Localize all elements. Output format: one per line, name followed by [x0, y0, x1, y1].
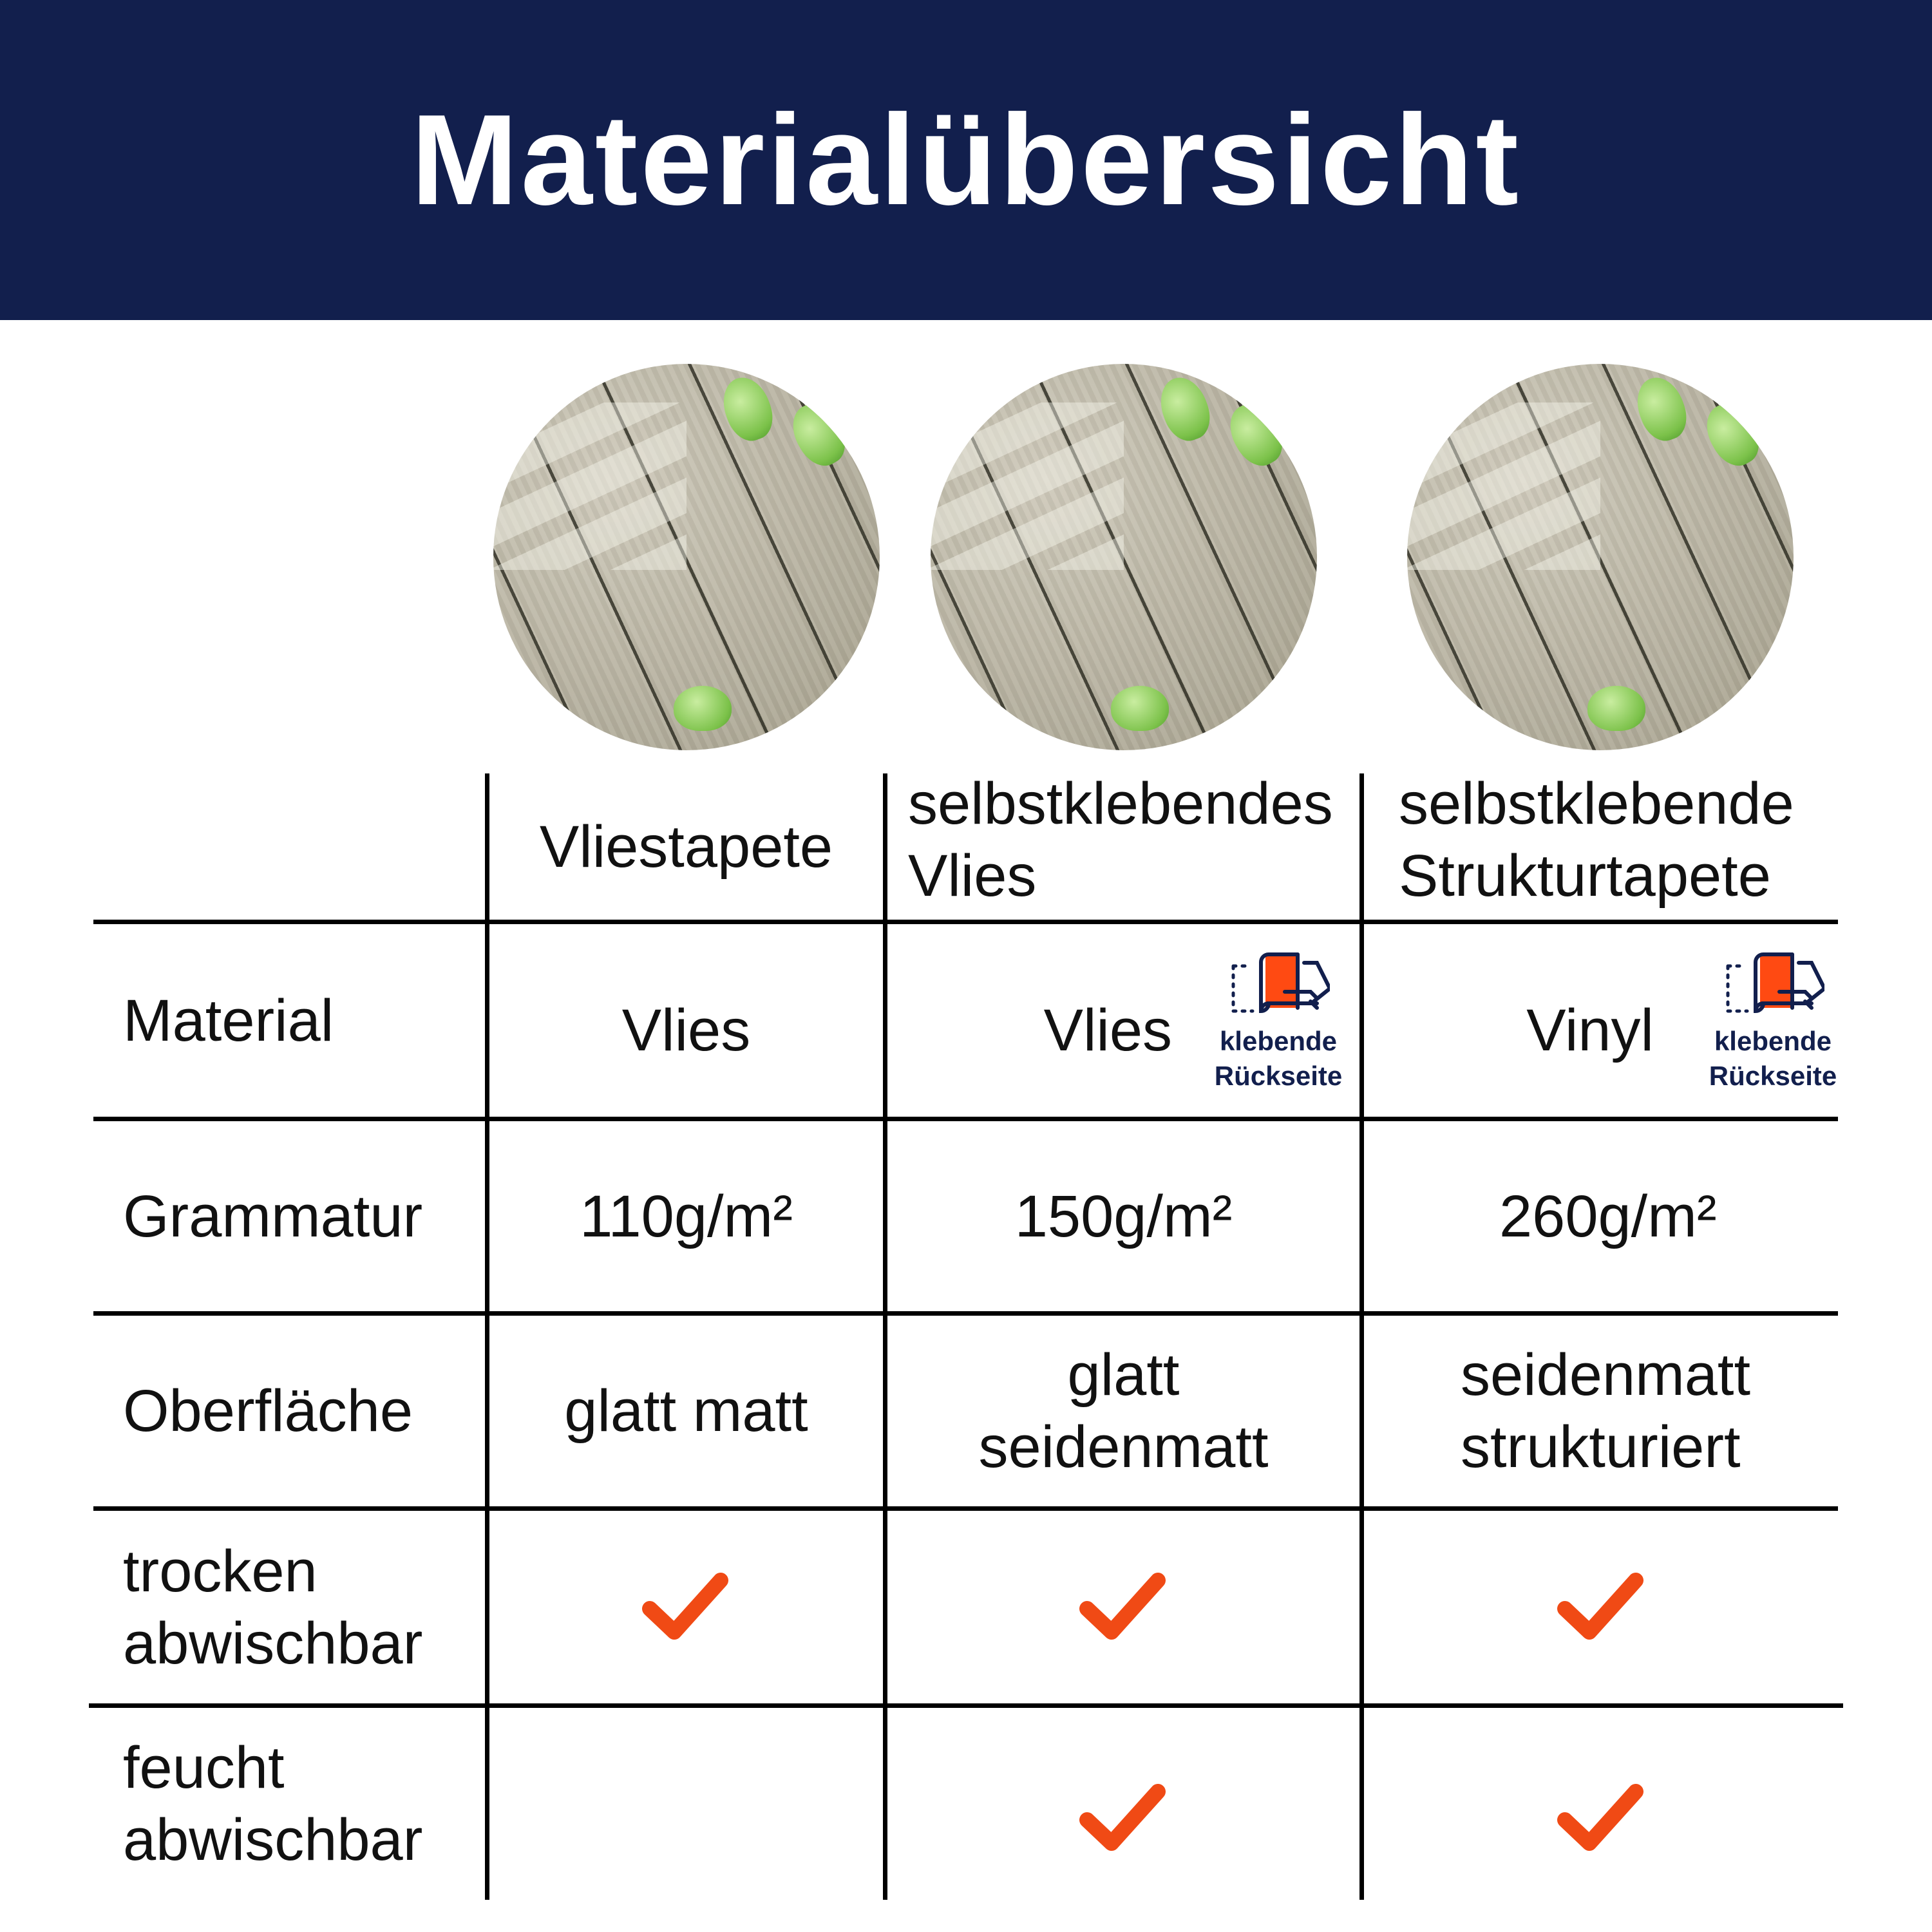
grammatur-value: 110g/m²	[580, 1183, 793, 1249]
oberflaeche-value: glatt seidenmatt	[978, 1342, 1269, 1480]
checkmark-icon	[642, 1571, 728, 1642]
checkmark-icon	[1079, 1783, 1166, 1853]
column-divider	[883, 773, 887, 1900]
row-divider	[93, 1506, 1838, 1511]
material-value: Vlies	[621, 997, 751, 1063]
row-label-oberflaeche: Oberfläche	[123, 1378, 413, 1444]
material-swatch-selbstklebendes-vlies	[931, 364, 1317, 750]
badge-label: klebende Rückseite	[1214, 1026, 1343, 1091]
material-swatch-vliestapete	[493, 364, 880, 750]
column-header-vliestapete: Vliestapete	[539, 813, 833, 880]
material-value: Vlies	[1043, 997, 1172, 1063]
checkmark-icon	[1079, 1571, 1166, 1642]
row-label-grammatur: Grammatur	[123, 1183, 423, 1249]
adhesive-backing-badge	[1211, 940, 1346, 1094]
grammatur-value: 150g/m²	[1014, 1183, 1233, 1249]
badge-label: klebende Rückseite	[1709, 1026, 1837, 1091]
oberflaeche-value: glatt matt	[564, 1378, 808, 1444]
row-label-trocken-abwischbar: trocken abwischbar	[123, 1538, 423, 1676]
grammatur-value: 260g/m²	[1499, 1183, 1717, 1249]
column-header-selbstklebendes-vlies: selbstklebendes Vlies	[908, 770, 1333, 909]
column-divider	[485, 773, 489, 1900]
adhesive-backing-icon	[1721, 940, 1824, 1024]
row-label-material: Material	[123, 987, 334, 1054]
adhesive-backing-icon	[1227, 940, 1330, 1024]
material-value: Vinyl	[1526, 997, 1654, 1063]
checkmark-icon	[1557, 1783, 1643, 1853]
checkmark-icon	[1557, 1571, 1643, 1642]
column-header-strukturtapete: selbstklebende Strukturtapete	[1399, 770, 1794, 909]
column-divider	[1359, 773, 1364, 1900]
row-label-feucht-abwischbar: feucht abwischbar	[123, 1735, 423, 1873]
row-divider	[89, 1703, 1843, 1708]
oberflaeche-value: seidenmatt strukturiert	[1461, 1342, 1751, 1480]
page-title: Materialübersicht	[410, 88, 1522, 232]
row-divider	[93, 1311, 1838, 1316]
row-divider	[93, 920, 1838, 924]
material-swatch-strukturtapete	[1407, 364, 1794, 750]
adhesive-backing-badge	[1705, 940, 1841, 1094]
